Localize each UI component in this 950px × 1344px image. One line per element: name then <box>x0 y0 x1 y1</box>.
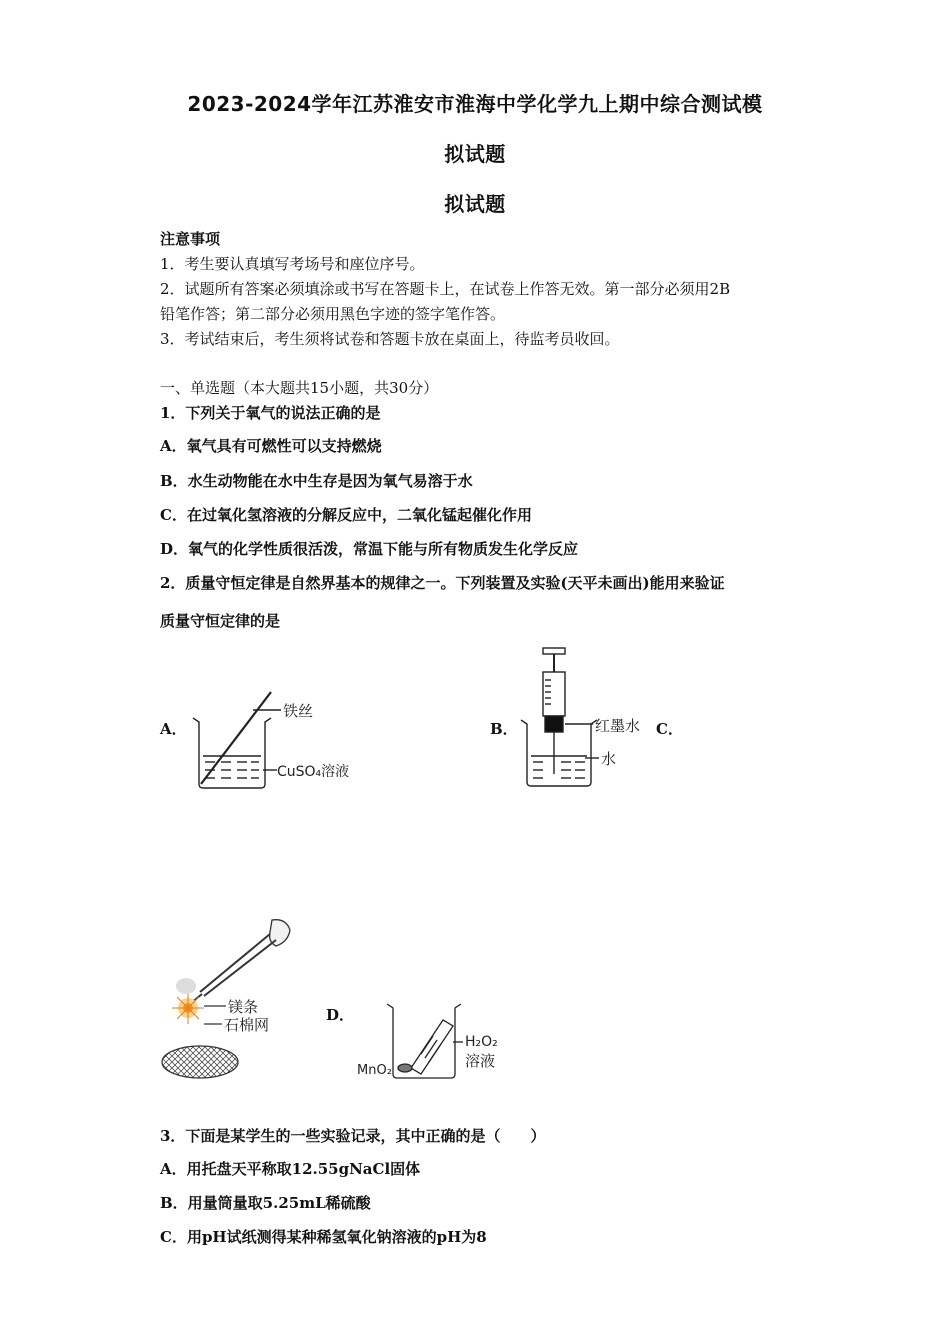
page-title-line2: 拟试题 <box>444 142 506 166</box>
question-1-option-a: A．氧气具有可燃性可以支持燃烧 <box>160 437 382 455</box>
section-heading: 一、单选题（本大题共15小题，共30分） <box>160 379 439 397</box>
figure-b-syringe-beaker <box>515 644 650 794</box>
label-solution: 溶液 <box>465 1052 496 1070</box>
iron-wire <box>201 692 271 784</box>
question-1-stem: 1．下列关于氧气的说法正确的是 <box>160 404 381 422</box>
label-red-ink: 红墨水 <box>595 717 641 735</box>
figure-a-iron-wire-beaker <box>185 688 365 793</box>
notice-item: 铅笔作答；第二部分必须用黑色字迹的签字笔作答。 <box>160 305 506 323</box>
label-mno2: MnO₂ <box>357 1063 392 1078</box>
mno2-powder <box>398 1064 412 1072</box>
label-water: 水 <box>601 750 617 768</box>
question-2-stem-line1: 2．质量守恒定律是自然界基本的规律之一。下列装置及实验(天平未画出)能用来验证 <box>160 574 725 592</box>
label-magnesium-strip: 镁条 <box>228 998 259 1016</box>
page-title-line1: 2023-2024学年江苏淮安市淮海中学化学九上期中综合测试模 <box>187 92 763 116</box>
figure-d-h2o2-mno2-beaker <box>355 998 515 1088</box>
option-d-label: D． <box>326 1006 355 1024</box>
question-1-option-d: D．氧气的化学性质很活泼，常温下能与所有物质发生化学反应 <box>160 540 579 558</box>
notice-item: 3．考试结束后，考生须将试卷和答题卡放在桌面上，待监考员收回。 <box>160 330 620 348</box>
question-3-option-a: A．用托盘天平称取12.55gNaCl固体 <box>160 1160 421 1178</box>
question-3-stem: 3．下面是某学生的一些实验记录，其中正确的是（ ） <box>160 1127 546 1145</box>
option-a-label: A． <box>160 720 187 738</box>
label-cuso4-solution: CuSO₄溶液 <box>277 764 350 780</box>
page-title-line3: 拟试题 <box>444 192 506 216</box>
notice-item: 2．试题所有答案必须填涂或书写在答题卡上，在试卷上作答无效。第一部分必须用2B <box>160 280 731 298</box>
red-ink-block <box>545 716 563 732</box>
question-3-option-b: B．用量筒量取5.25mL稀硫酸 <box>160 1194 371 1212</box>
question-1-option-b: B．水生动物能在水中生存是因为氧气易溶于水 <box>160 472 473 490</box>
question-3-option-c: C．用pH试纸测得某种稀氢氧化钠溶液的pH为8 <box>160 1228 487 1246</box>
option-c-label: C． <box>656 720 683 738</box>
figure-c-magnesium-burning <box>160 912 300 1084</box>
question-2-stem-line2: 质量守恒定律的是 <box>160 612 281 630</box>
tongs <box>200 934 270 992</box>
label-asbestos-gauze: 石棉网 <box>224 1016 270 1034</box>
option-b-label: B． <box>490 720 518 738</box>
flame-icon <box>172 978 204 1024</box>
syringe-barrel <box>543 672 565 716</box>
label-iron-wire: 铁丝 <box>283 702 314 720</box>
notice-heading: 注意事项 <box>160 230 221 248</box>
asbestos-gauze <box>162 1046 238 1078</box>
notice-item: 1．考生要认真填写考场号和座位序号。 <box>160 255 425 273</box>
question-1-option-c: C．在过氧化氢溶液的分解反应中，二氧化锰起催化作用 <box>160 506 532 524</box>
label-h2o2: H₂O₂ <box>465 1034 498 1050</box>
